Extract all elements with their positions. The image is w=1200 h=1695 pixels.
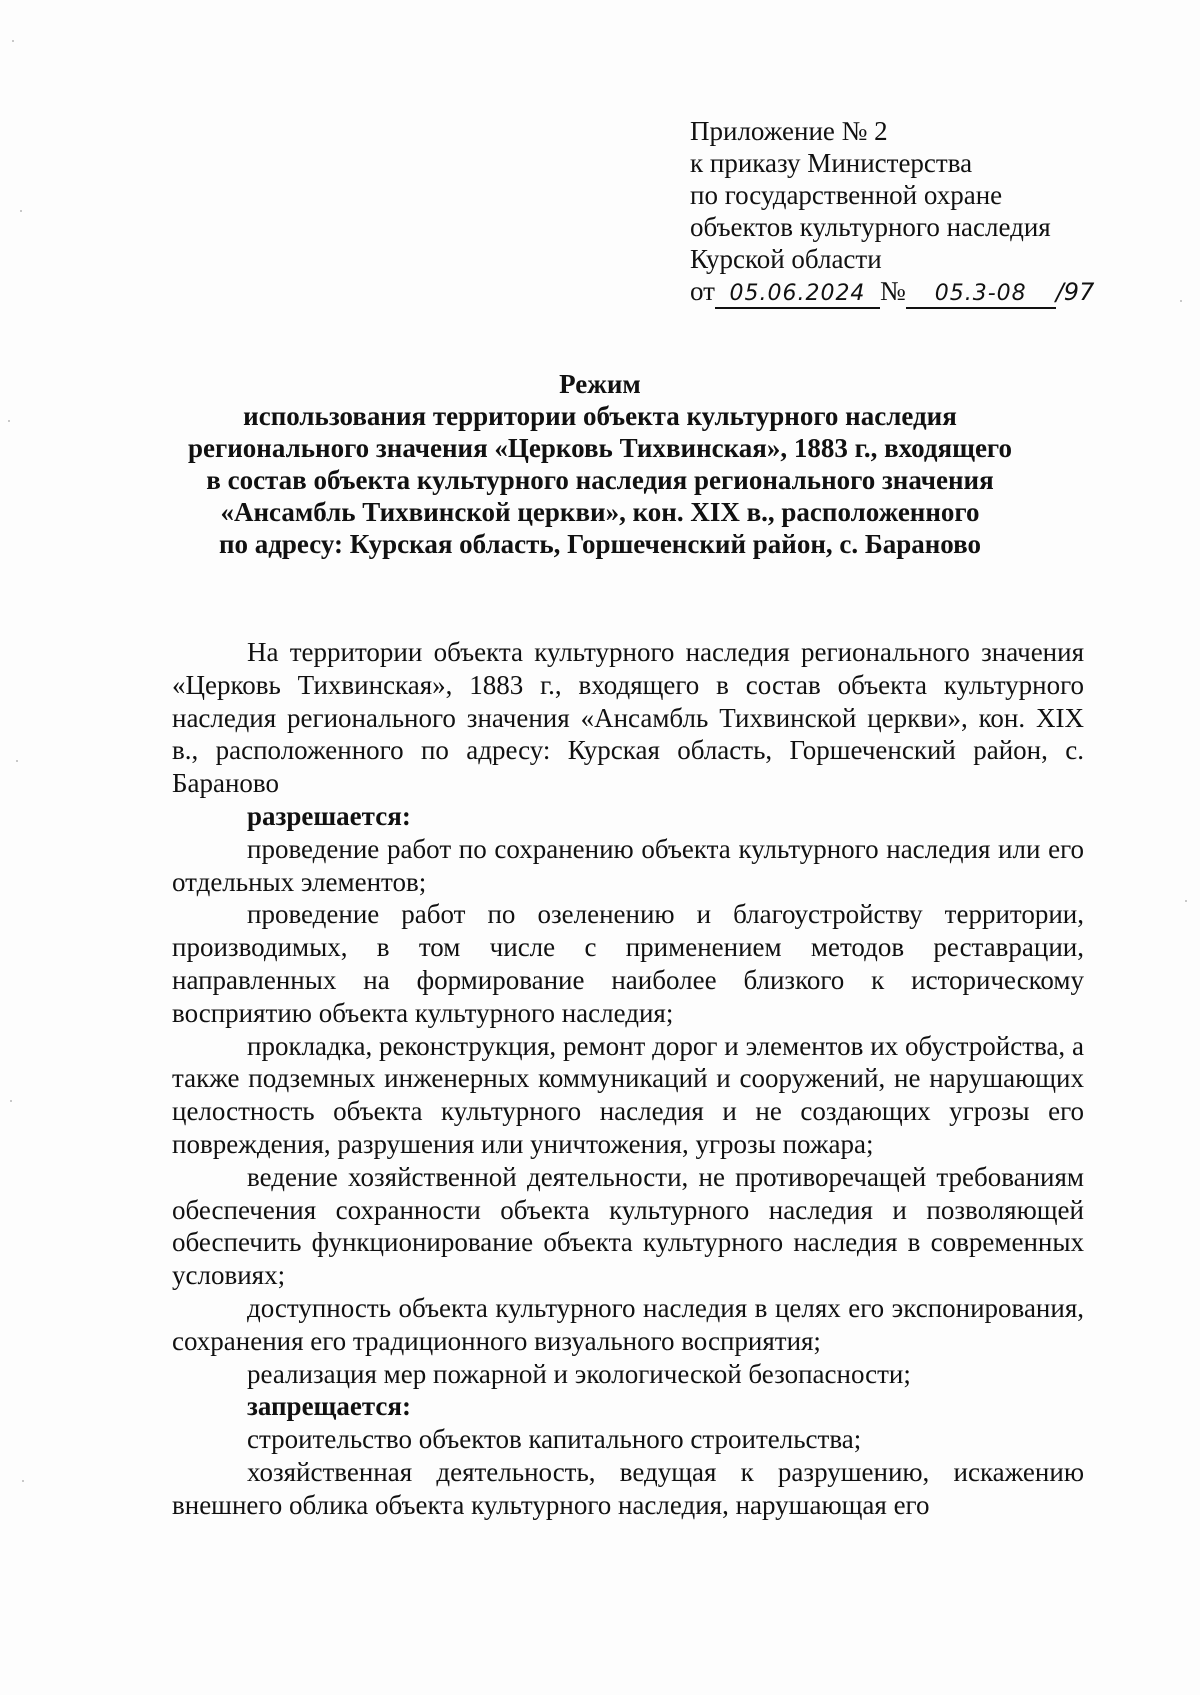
appendix-header [690,115,1160,309]
order-date-number-line [690,275,1160,309]
appendix-line-2: к приказу Министерства [690,148,973,178]
allowed-item-4: ведение хозяйственной деятельности, не противоречащей требованиям обеспечения сохранности объекта культурного наследия и позволяющей обеспечить функционирование объекта культурного наследия в современных условиях; [172,1161,1084,1291]
appendix-line-3: по государственной охране [690,180,1003,210]
intro-paragraph: На территории объекта культурного наследия регионального значения «Церковь Тихвинская», 1883 г., входящего в состав объекта культурного наследия регионального значения «Ансамбль Тихвинской церкви», кон. XIX в., расположенного по адресу: Курская область, Горшеченский район, с. Бараново [172,637,1084,799]
allowed-heading: разрешается: [247,800,411,831]
handwritten-date: 05.06.2024 [715,281,880,309]
appendix-line-4: объектов культурного наследия [690,212,1051,242]
title-line-2: использования территории объекта культурного наследия [243,401,957,431]
prohibited-item-2: хозяйственная деятельность, ведущая к разрушению, искажению внешнего облика объекта культурного наследия, нарушающая его [172,1456,1084,1520]
allowed-item-5: доступность объекта культурного наследия в целях его экспонирования, сохранения его традиционного визуального восприятия; [172,1292,1084,1356]
title-line-4: в состав объекта культурного наследия регионального значения [206,465,994,495]
handwritten-number-suffix: /97 [1055,278,1095,306]
allowed-item-3: прокладка, реконструкция, ремонт дорог и элементов их обустройства, а также подземных инженерных коммуникаций и сооружений, не нарушающих целостность объекта культурного наследия и не создающих угрозы его повреждения, разрушения или уничтожения, угрозы пожара; [172,1030,1084,1159]
allowed-item-1: проведение работ по сохранению объекта культурного наследия или его отдельных элементов; [172,833,1084,897]
allowed-item-6: реализация мер пожарной и экологической безопасности; [247,1358,911,1389]
number-sign: № [879,276,906,306]
handwritten-order-number: 05.3-08 [906,281,1056,309]
prohibited-heading: запрещается: [247,1391,412,1422]
document-body [172,636,1084,1522]
document-title [120,368,1080,560]
title-line-1: Режим [559,369,641,399]
date-prefix: от [690,276,715,306]
appendix-line-1: Приложение № 2 [690,116,888,146]
allowed-item-2: проведение работ по озеленению и благоустройству территории, производимых, в том числе с применением методов реставрации, направленных на формирование наиболее близкого к историческому восприятию объекта культурного наследия; [172,899,1084,1028]
title-line-6: по адресу: Курская область, Горшеченский район, с. Бараново [218,529,982,559]
title-line-5: «Ансамбль Тихвинской церкви», кон. XIX в., расположенного [220,497,980,527]
appendix-line-5: Курской области [690,244,882,274]
prohibited-item-1: строительство объектов капитального строительства; [247,1424,862,1455]
title-line-3: регионального значения «Церковь Тихвинская», 1883 г., входящего [187,433,1013,463]
